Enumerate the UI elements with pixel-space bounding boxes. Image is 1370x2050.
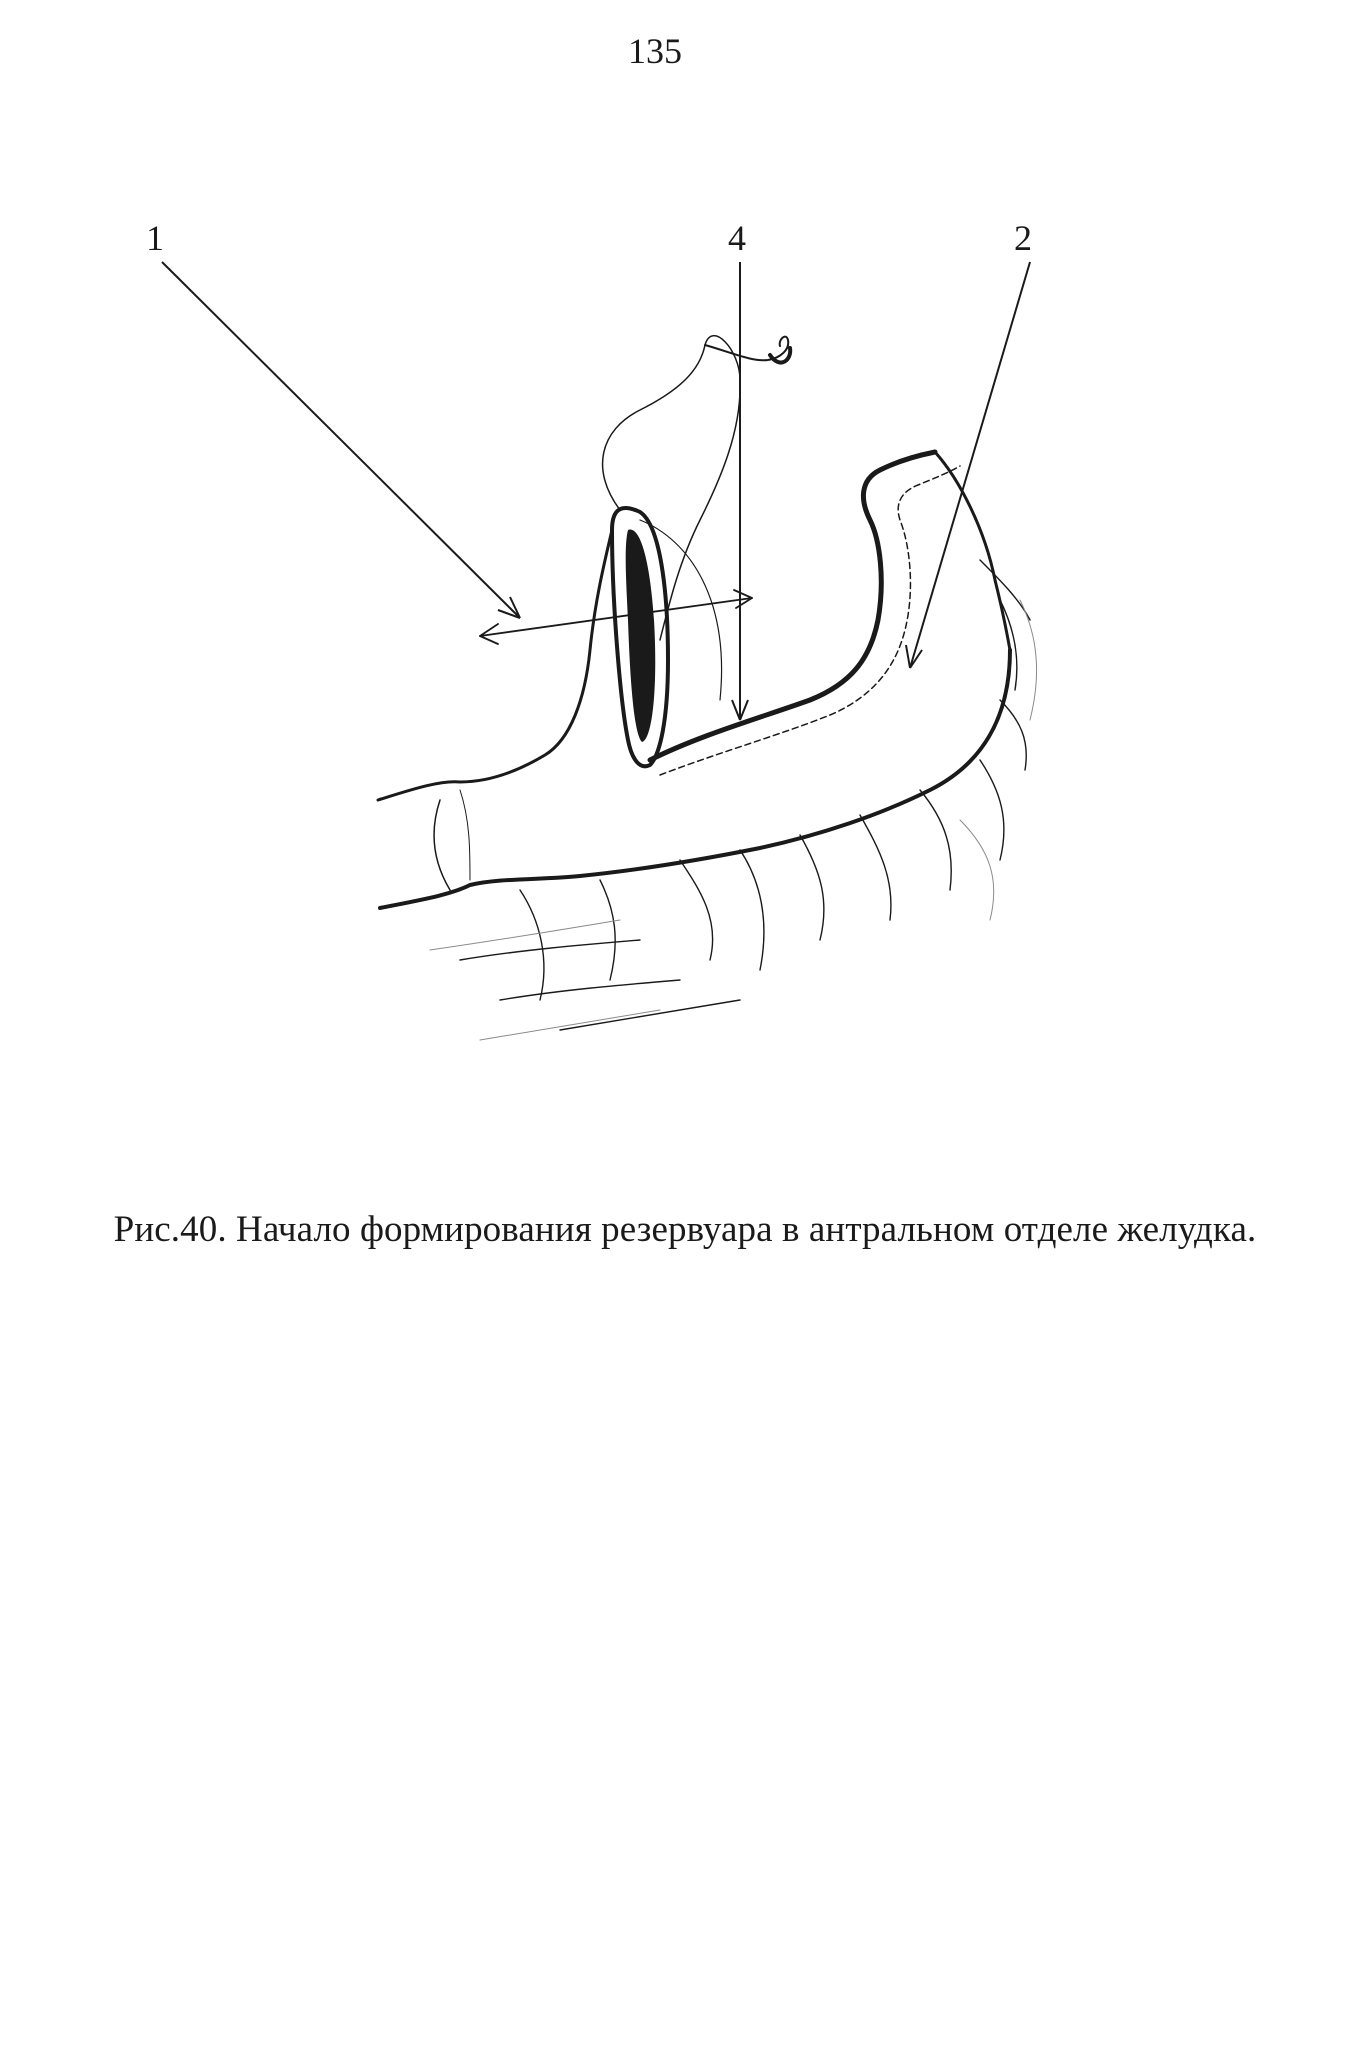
suture-thread [603, 336, 741, 640]
figure-caption: Рис.40. Начало формирования резервуара в антральном отделе желудка. [113, 1209, 1257, 1250]
leader-line-2 [910, 262, 1030, 668]
pylorus-fold [434, 800, 450, 890]
omentum-strokes [460, 560, 1030, 1030]
omentum-light-strokes [430, 600, 1037, 1040]
stomach-outline [378, 336, 1037, 1040]
page-number: 135 [628, 31, 682, 71]
leader-lines [162, 262, 1030, 720]
figure-label-2: 2 [1014, 218, 1032, 258]
figure-label-4: 4 [728, 218, 746, 258]
reservoir-opening-lumen [626, 530, 656, 742]
suture-line-dashed [660, 466, 960, 775]
stomach-lower-edge [380, 650, 1010, 908]
suture-thread-top [705, 337, 788, 361]
greater-curvature [935, 452, 1010, 650]
pylorus-fold-2 [460, 790, 470, 880]
figure-label-1: 1 [146, 218, 164, 258]
stomach-upper-edge [378, 530, 612, 800]
leader-line-1 [162, 262, 520, 618]
